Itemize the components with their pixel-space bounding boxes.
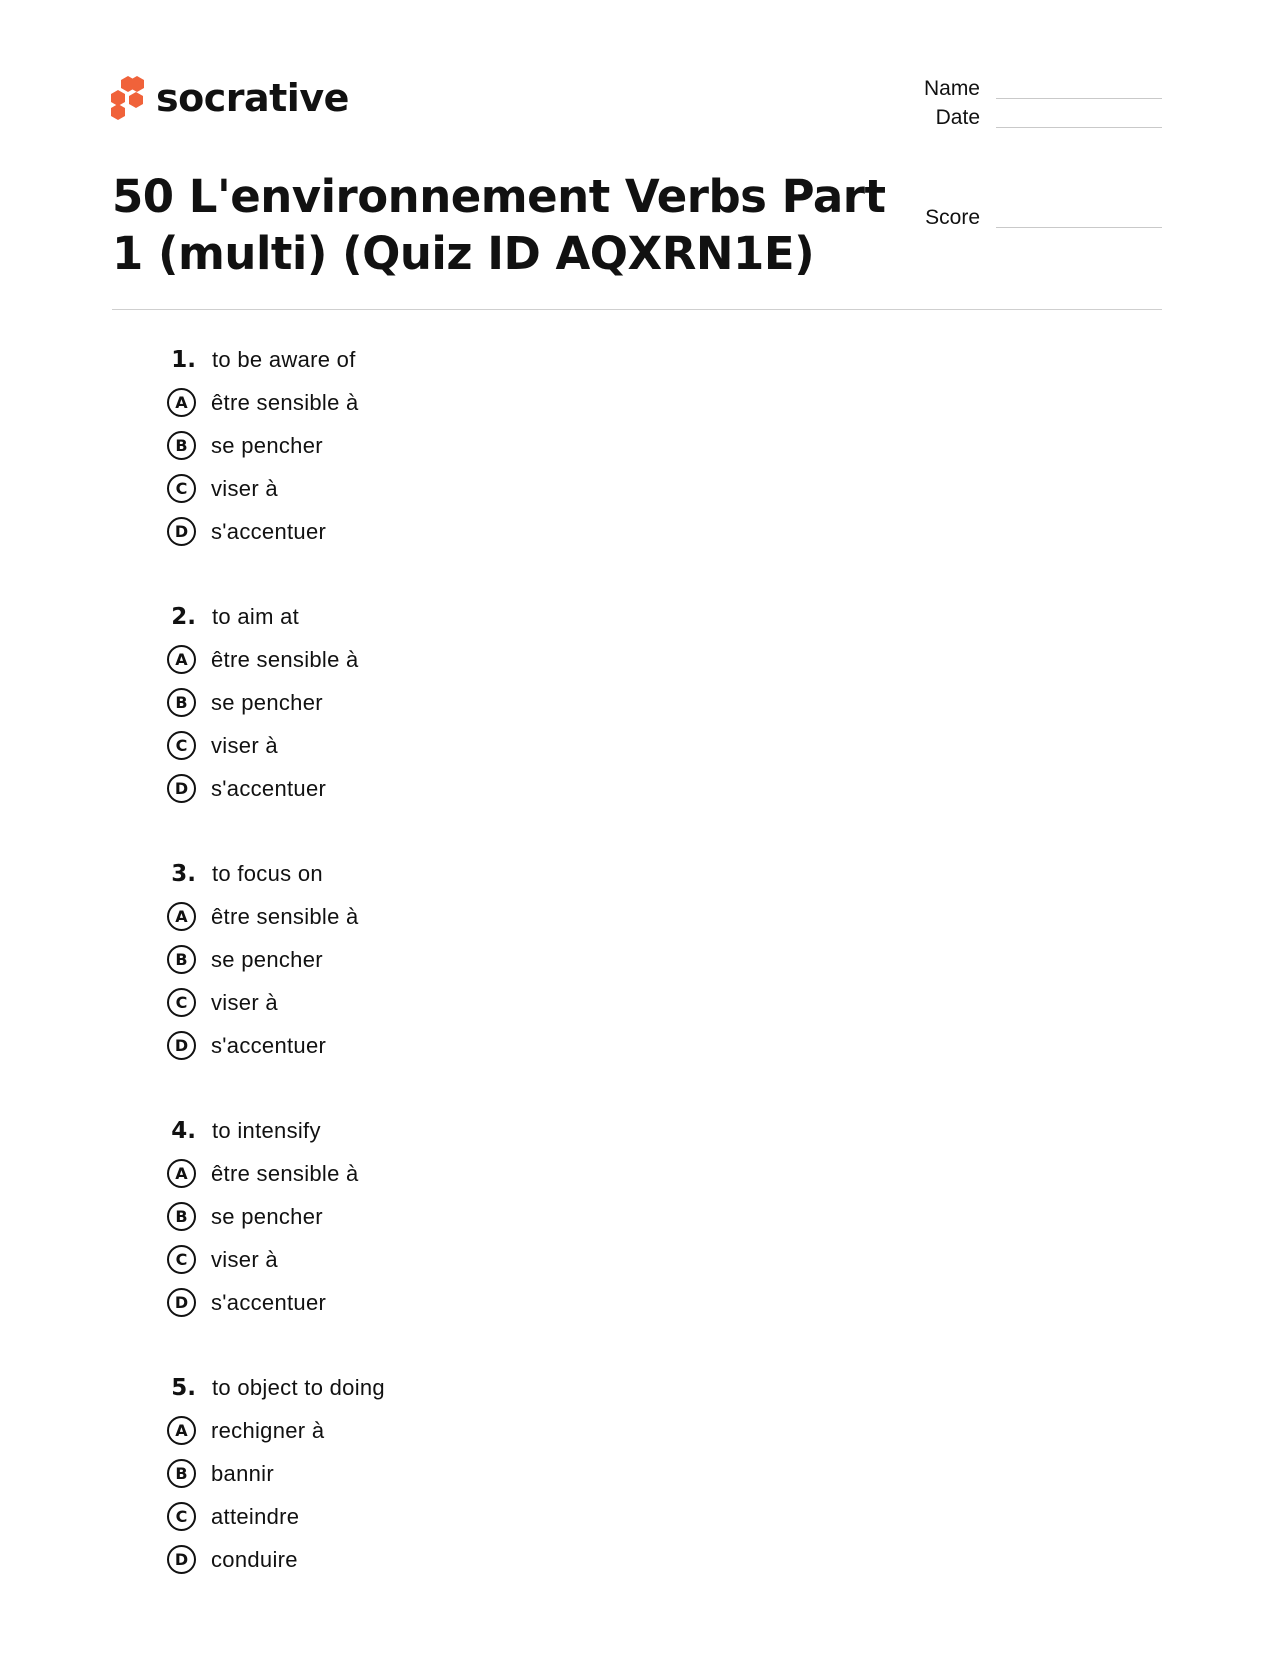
question-prompt: to focus on <box>212 861 323 886</box>
question-header <box>160 1373 760 1403</box>
answer-choice[interactable] <box>160 1409 760 1452</box>
choice-text: viser à <box>211 732 278 758</box>
choice-list <box>160 638 760 810</box>
date-label: Date <box>935 106 980 129</box>
choice-text: se pencher <box>211 689 323 715</box>
answer-choice[interactable] <box>160 895 760 938</box>
answer-choice[interactable] <box>160 1495 760 1538</box>
question-header <box>160 859 760 889</box>
answer-choice[interactable] <box>160 510 760 553</box>
choice-text: s'accentuer <box>211 1032 327 1058</box>
choice-text: atteindre <box>211 1503 300 1529</box>
choice-bubble[interactable]: B <box>167 945 196 974</box>
score-label: Score <box>925 206 980 229</box>
choice-text: être sensible à <box>211 903 359 929</box>
answer-choice[interactable] <box>160 638 760 681</box>
answer-choice[interactable] <box>160 981 760 1024</box>
choice-text: s'accentuer <box>211 518 327 544</box>
choice-bubble[interactable]: C <box>167 1245 196 1274</box>
quiz-title: 50 L'environnement Verbs Part 1 (multi) (Quiz ID AQXRN1E) <box>112 170 886 280</box>
question-item <box>160 859 760 1116</box>
question-item <box>160 1373 760 1630</box>
choice-text: viser à <box>211 989 278 1015</box>
question-header <box>160 1116 760 1146</box>
name-label: Name <box>923 77 980 100</box>
answer-choice[interactable] <box>160 681 760 724</box>
choice-bubble[interactable]: B <box>167 431 196 460</box>
question-prompt: to object to doing <box>212 1375 385 1400</box>
answer-choice[interactable] <box>160 1024 760 1067</box>
question-prompt: to be aware of <box>212 347 356 372</box>
choice-text: être sensible à <box>211 646 359 672</box>
answer-choice[interactable] <box>160 1152 760 1195</box>
question-item <box>160 602 760 859</box>
question-prompt: to aim at <box>212 604 300 629</box>
header-divider <box>112 309 1162 310</box>
answer-choice[interactable] <box>160 1452 760 1495</box>
choice-text: se pencher <box>211 432 323 458</box>
answer-choice[interactable] <box>160 1281 760 1324</box>
choice-text: conduire <box>211 1546 298 1572</box>
choice-bubble[interactable]: A <box>167 902 196 931</box>
hexagon-cluster-icon <box>110 74 146 122</box>
question-prompt: to intensify <box>212 1118 321 1143</box>
choice-bubble[interactable]: A <box>167 388 196 417</box>
answer-choice[interactable] <box>160 938 760 981</box>
choice-text: être sensible à <box>211 1160 359 1186</box>
question-header <box>160 345 760 375</box>
choice-bubble[interactable]: D <box>167 774 196 803</box>
choice-bubble[interactable]: A <box>167 1416 196 1445</box>
answer-choice[interactable] <box>160 767 760 810</box>
answer-choice[interactable] <box>160 724 760 767</box>
choice-bubble[interactable]: C <box>167 474 196 503</box>
choice-list <box>160 381 760 553</box>
choice-bubble[interactable]: B <box>167 1459 196 1488</box>
answer-choice[interactable] <box>160 467 760 510</box>
question-list <box>160 345 760 1630</box>
choice-text: être sensible à <box>211 389 359 415</box>
answer-choice[interactable] <box>160 424 760 467</box>
choice-bubble[interactable]: D <box>167 1288 196 1317</box>
choice-list <box>160 1152 760 1324</box>
question-header <box>160 602 760 632</box>
name-line[interactable] <box>996 98 1162 99</box>
socrative-logo <box>110 72 349 124</box>
choice-text: se pencher <box>211 946 323 972</box>
question-item <box>160 345 760 602</box>
choice-text: viser à <box>211 475 278 501</box>
date-line[interactable] <box>996 127 1162 128</box>
score-line[interactable] <box>996 227 1162 228</box>
choice-text: se pencher <box>211 1203 323 1229</box>
choice-text: viser à <box>211 1246 278 1272</box>
question-number: 3. <box>171 861 196 887</box>
choice-bubble[interactable]: B <box>167 688 196 717</box>
choice-bubble[interactable]: D <box>167 1031 196 1060</box>
choice-bubble[interactable]: B <box>167 1202 196 1231</box>
choice-list <box>160 1409 760 1581</box>
question-item <box>160 1116 760 1373</box>
question-number: 4. <box>171 1118 196 1144</box>
choice-bubble[interactable]: A <box>167 645 196 674</box>
choice-bubble[interactable]: C <box>167 988 196 1017</box>
question-number: 2. <box>171 604 196 630</box>
answer-choice[interactable] <box>160 1195 760 1238</box>
choice-bubble[interactable]: D <box>167 1545 196 1574</box>
choice-text: bannir <box>211 1460 274 1486</box>
choice-bubble[interactable]: D <box>167 517 196 546</box>
answer-choice[interactable] <box>160 1238 760 1281</box>
choice-text: s'accentuer <box>211 775 327 801</box>
choice-text: rechigner à <box>211 1417 325 1443</box>
choice-list <box>160 895 760 1067</box>
question-number: 5. <box>171 1375 196 1401</box>
choice-bubble[interactable]: C <box>167 1502 196 1531</box>
choice-bubble[interactable]: C <box>167 731 196 760</box>
choice-text: s'accentuer <box>211 1289 327 1315</box>
answer-choice[interactable] <box>160 1538 760 1581</box>
question-number: 1. <box>171 347 196 373</box>
choice-bubble[interactable]: A <box>167 1159 196 1188</box>
answer-choice[interactable] <box>160 381 760 424</box>
brand-wordmark: socrative <box>156 76 349 120</box>
